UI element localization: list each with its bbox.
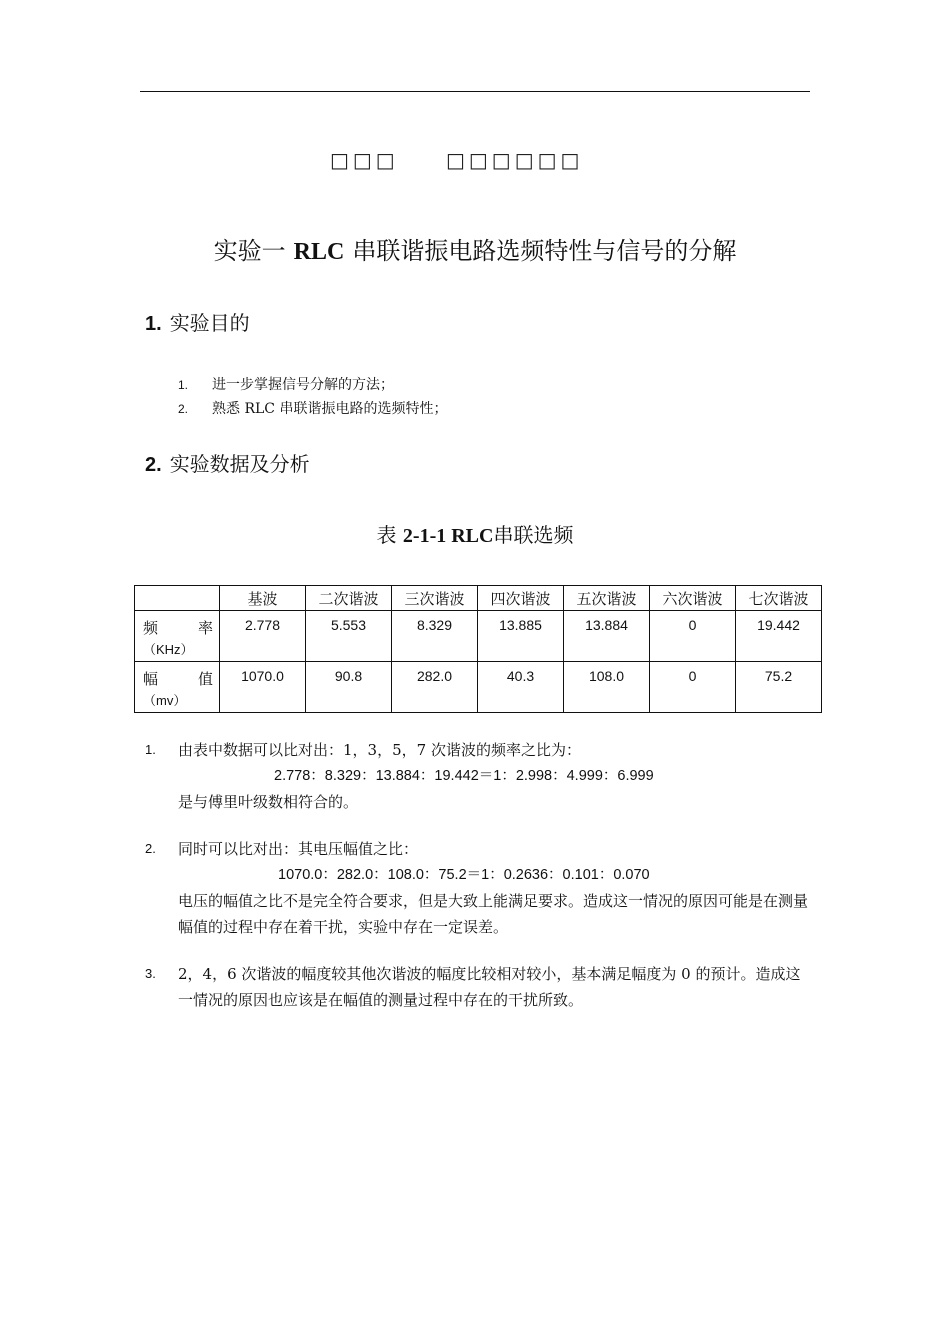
table-cell: 19.442 bbox=[736, 611, 822, 662]
analysis-number: 1. bbox=[145, 742, 156, 757]
label-char: 值 bbox=[197, 670, 213, 688]
analysis-item-3 bbox=[145, 961, 815, 1013]
analysis-number: 3. bbox=[145, 966, 156, 981]
table-header-cell: 五次谐波 bbox=[564, 586, 650, 611]
table-cell: 75.2 bbox=[736, 662, 822, 713]
caption-bold: 2-1-1 RLC bbox=[402, 525, 494, 547]
section-1-number: 1. bbox=[145, 313, 162, 335]
table-header-cell: 四次谐波 bbox=[478, 586, 564, 611]
analysis-item-2 bbox=[145, 836, 815, 940]
caption-suffix: 串联选频 bbox=[493, 523, 574, 547]
section-2-number: 2. bbox=[145, 454, 162, 476]
table-cell: 5.553 bbox=[306, 611, 392, 662]
table-header-cell bbox=[135, 586, 220, 611]
row-label-amplitude bbox=[135, 662, 220, 713]
table-cell: 40.3 bbox=[478, 662, 564, 713]
table-cell: 1070.0 bbox=[220, 662, 306, 713]
analysis-text: 由表中数据可以比对出：1，3，5，7 次谐波的频率之比为： bbox=[178, 741, 581, 759]
analysis-ratio: 2.778：8.329：13.884：19.442＝1：2.998：4.999：6.999 bbox=[274, 768, 654, 784]
table-cell: 108.0 bbox=[564, 662, 650, 713]
table-row-frequency bbox=[135, 611, 822, 662]
table-caption bbox=[0, 519, 950, 548]
label-char: 率 bbox=[197, 619, 213, 637]
title-prefix: 实验一 bbox=[213, 237, 286, 265]
table-cell: 0 bbox=[650, 611, 736, 662]
document-title bbox=[0, 231, 950, 266]
row-label-frequency bbox=[135, 611, 220, 662]
caption-prefix: 表 bbox=[376, 523, 397, 547]
section-1-title: 实验目的 bbox=[169, 311, 250, 335]
header-rule bbox=[140, 91, 810, 92]
label-unit: （mv） bbox=[143, 693, 187, 708]
analysis-conclusion: 电压的幅值之比不是完全符合要求，但是大致上能满足要求。造成这一情况的原因可能是在测量幅值的过程中存在着干扰，实验中存在一定误差。 bbox=[178, 892, 809, 936]
table-header-cell: 三次谐波 bbox=[392, 586, 478, 611]
table-cell: 0 bbox=[650, 662, 736, 713]
table-cell: 8.329 bbox=[392, 611, 478, 662]
data-table bbox=[134, 585, 822, 713]
table-header-cell: 二次谐波 bbox=[306, 586, 392, 611]
table-header-cell: 七次谐波 bbox=[736, 586, 822, 611]
table-row-amplitude bbox=[135, 662, 822, 713]
analysis-number: 2. bbox=[145, 841, 156, 856]
header-garbled-text-right: □□□□□□ bbox=[446, 148, 584, 172]
analysis-text: 2，4，6 次谐波的幅度较其他次谐波的幅度比较相对较小，基本满足幅度为 0 的预计。造成这一情况的原因也应该是在幅值的测量过程中存在的干扰所致。 bbox=[178, 965, 801, 1009]
section-2-heading bbox=[145, 448, 310, 477]
table-cell: 13.885 bbox=[478, 611, 564, 662]
table-cell: 13.884 bbox=[564, 611, 650, 662]
objective-item bbox=[178, 374, 394, 394]
analysis-ratio: 1070.0：282.0：108.0：75.2＝1：0.2636：0.101：0.070 bbox=[278, 867, 650, 883]
table-header-cell: 六次谐波 bbox=[650, 586, 736, 611]
analysis-text: 同时可以比对出：其电压幅值之比： bbox=[178, 840, 419, 858]
label-char: 幅 bbox=[143, 670, 159, 688]
analysis-item-1 bbox=[145, 737, 815, 815]
section-2-title: 实验数据及分析 bbox=[169, 452, 310, 476]
label-unit: （KHz） bbox=[143, 642, 194, 657]
objective-text: 熟悉 RLC 串联谐振电路的选频特性； bbox=[212, 401, 448, 417]
title-suffix: 串联谐振电路选频特性与信号的分解 bbox=[352, 237, 737, 265]
objective-item bbox=[178, 398, 447, 418]
table-header-row bbox=[135, 586, 822, 611]
objective-number: 2. bbox=[178, 402, 189, 416]
table-cell: 282.0 bbox=[392, 662, 478, 713]
objective-text: 进一步掌握信号分解的方法； bbox=[212, 377, 394, 393]
header-garbled-text-left: □□□ bbox=[330, 148, 399, 172]
objective-number: 1. bbox=[178, 378, 189, 392]
table-cell: 2.778 bbox=[220, 611, 306, 662]
section-1-heading bbox=[145, 307, 250, 336]
label-char: 频 bbox=[143, 619, 159, 637]
analysis-conclusion: 是与傅里叶级数相符合的。 bbox=[178, 793, 359, 811]
title-bold: RLC bbox=[293, 239, 345, 265]
table-header-cell: 基波 bbox=[220, 586, 306, 611]
table-cell: 90.8 bbox=[306, 662, 392, 713]
